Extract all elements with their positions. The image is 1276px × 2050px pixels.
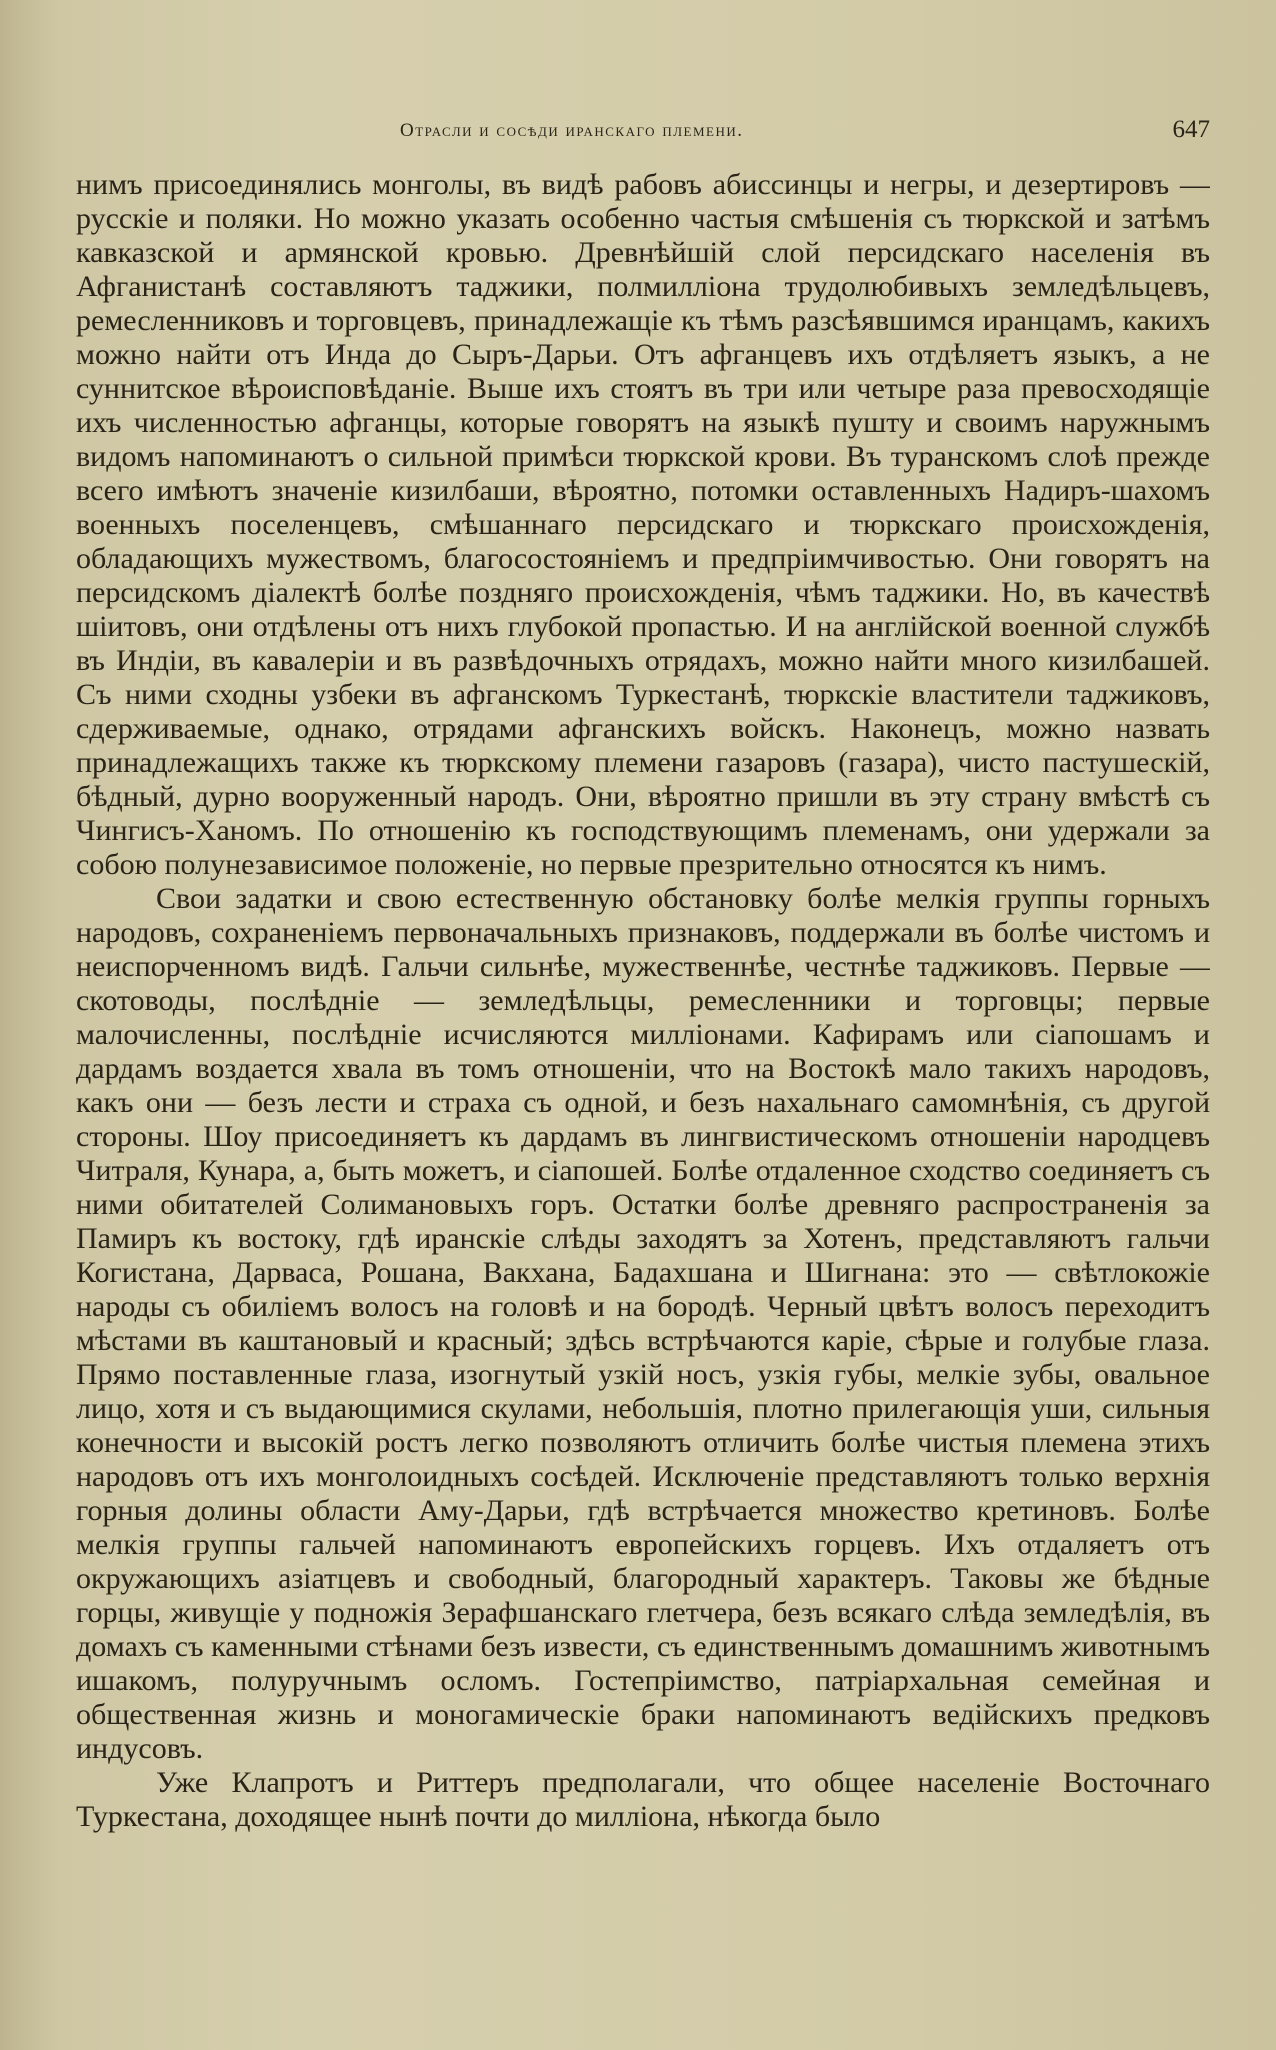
page-number: 647 bbox=[1172, 116, 1210, 143]
running-header bbox=[160, 116, 1210, 156]
paragraph-3: Уже Клапротъ и Риттеръ предполагали, что общее населеніе Восточнаго Туркестана, доходящее нынѣ почти до милліона, нѣкогда было bbox=[76, 1766, 1210, 1833]
paragraph-2: Свои задатки и свою естественную обстановку болѣе мелкія группы горныхъ народовъ, сохраненіемъ первоначальныхъ признаковъ, поддержали въ болѣе чистомъ и неиспорченномъ видѣ. Гальчи сильнѣе, мужественнѣе, честнѣе таджиковъ. Первые — скотоводы, послѣдніе — земледѣльцы, ремесленники и торговцы; первые малочисленны, послѣдніе исчисляются милліонами. Кафирамъ или сіапошамъ и дардамъ воздается хвала въ томъ отношеніи, что на Востокѣ мало такихъ народовъ, какъ они — безъ лести и страха съ одной, и безъ нахальнаго самомнѣнія, съ другой стороны. Шоу присоединяетъ къ дардамъ въ лингвистическомъ отношеніи народцевъ Читраля, Кунара, а, быть можетъ, и сіапошей. Болѣе отдаленное сходство соединяетъ съ ними обитателей Солимановыхъ горъ. Остатки болѣе древняго распространенія за Памиръ къ востоку, гдѣ иранскіе слѣды заходятъ за Хотенъ, представляютъ гальчи Когистана, Дарваса, Рошана, Вакхана, Бадахшана и Шигнана: это — свѣтлокожіе народы съ обиліемъ волосъ на головѣ и на бородѣ. Черный цвѣтъ волосъ переходитъ мѣстами въ каштановый и красный; здѣсь встрѣчаются каріе, сѣрые и голубые глаза. Прямо поставленные глаза, изогнутый узкій носъ, узкія губы, мелкіе зубы, овальное лицо, хотя и съ выдающимися скулами, небольшія, плотно прилегающія уши, сильныя конечности и высокій ростъ легко позволяютъ отличить болѣе чистыя племена этихъ народовъ отъ ихъ монголоидныхъ сосѣдей. Исключеніе представляютъ только верхнія горныя долины области Аму-Дарьи, гдѣ встрѣчается множество кретиновъ. Болѣе мелкія группы гальчей напоминаютъ европейскихъ горцевъ. Ихъ отдаляетъ отъ окружающихъ азіатцевъ и свободный, благородный характеръ. Таковы же бѣдные горцы, живущіе у подножія Зерафшанскаго глетчера, безъ всякаго слѣда земледѣлія, въ домахъ съ каменными стѣнами безъ извести, съ единственнымъ домашнимъ животнымъ ишакомъ, полуручнымъ осломъ. Гостепріимство, патріархальная семейная и общественная жизнь и моногамическіе браки напоминаютъ ведійскихъ предковъ индусовъ. bbox=[76, 882, 1210, 1765]
running-title: Отрасли и сосѣди иранскаго племени. bbox=[400, 120, 744, 141]
paragraph-1: нимъ присоединялись монголы, въ видѣ рабовъ абиссинцы и негры, и дезертировъ — русскіе и поляки. Но можно указать особенно частыя смѣшенія съ тюркской и затѣмъ кавказской и армянской кровью. Древнѣйшій слой персидскаго населенія въ Афганистанѣ составляютъ таджики, полмилліона трудолюбивыхъ земледѣльцевъ, ремесленниковъ и торговцевъ, принадлежащіе къ тѣмъ разсѣявшимся иранцамъ, какихъ можно найти отъ Инда до Сыръ-Дарьи. Отъ афганцевъ ихъ отдѣляетъ языкъ, а не суннитское вѣроисповѣданіе. Выше ихъ стоятъ въ три или четыре раза превосходящіе ихъ численностью афганцы, которые говорятъ на языкѣ пушту и своимъ наружнымъ видомъ напоминаютъ о сильной примѣси тюркской крови. Въ туранскомъ слоѣ прежде всего имѣютъ значеніе кизилбаши, вѣроятно, потомки оставленныхъ Надиръ-шахомъ военныхъ поселенцевъ, смѣшаннаго персидскаго и тюркскаго происхожденія, обладающихъ мужествомъ, благосостояніемъ и предпріимчивостью. Они говорятъ на персидскомъ діалектѣ болѣе поздняго происхожденія, чѣмъ таджики. Но, въ качествѣ шіитовъ, они отдѣлены отъ нихъ глубокой пропастью. И на англійской военной службѣ въ Индіи, въ кавалеріи и въ развѣдочныхъ отрядахъ, можно найти много кизилбашей. Съ ними сходны узбеки въ афганскомъ Туркестанѣ, тюркскіе властители таджиковъ, сдерживаемые, однако, отрядами афганскихъ войскъ. Наконецъ, можно назвать принадлежащихъ также къ тюркскому племени газаровъ (газара), чисто пастушескій, бѣдный, дурно вооруженный народъ. Они, вѣроятно пришли въ эту страну вмѣстѣ съ Чингисъ-Ханомъ. По отношенію къ господствующимъ племенамъ, они удержали за собою полунезависимое положеніе, но первые презрительно относятся къ нимъ. bbox=[76, 168, 1210, 881]
page-body bbox=[76, 168, 1210, 2026]
